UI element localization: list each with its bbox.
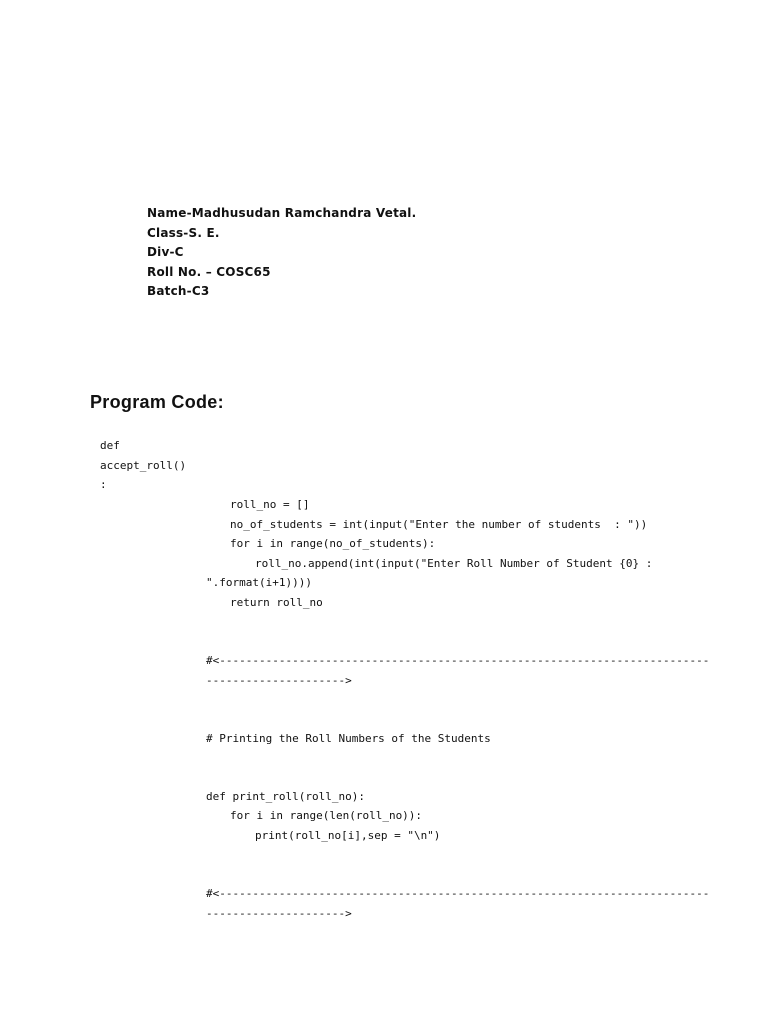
code-line: return roll_no	[230, 595, 323, 609]
student-batch: Batch-C3	[147, 284, 210, 298]
student-class: Class-S. E.	[147, 225, 220, 240]
student-roll-number: Roll No. – COSC65	[147, 264, 271, 279]
student-name: Name-Madhusudan Ramchandra Vetal.	[147, 206, 417, 220]
separator-comment: #<--------------------------------------------------------------------------	[206, 887, 710, 900]
section-title: Program Code:	[90, 392, 224, 412]
code-line: :	[100, 478, 107, 491]
code-line: no_of_students = int(input("Enter the number of students : "))	[230, 517, 648, 531]
code-line: roll_no = []	[230, 498, 310, 511]
code-line: for i in range(no_of_students):	[230, 537, 436, 550]
code-line: ".format(i+1))))	[206, 576, 312, 589]
code-comment: # Printing the Roll Numbers of the Students	[206, 731, 491, 745]
code-line: roll_no.append(int(input("Enter Roll Number of Student {0} :	[255, 556, 653, 570]
code-line: def	[100, 439, 120, 452]
separator-comment: --------------------->	[206, 673, 352, 687]
code-line: def print_roll(roll_no):	[206, 789, 365, 803]
separator-comment: --------------------->	[206, 906, 352, 920]
student-info	[147, 204, 416, 302]
code-line: print(roll_no[i],sep = "\n")	[255, 828, 441, 842]
code-line: accept_roll()	[100, 458, 187, 472]
student-division: Div-C	[147, 245, 184, 259]
code-line: for i in range(len(roll_no)):	[230, 809, 423, 822]
separator-comment: #<--------------------------------------------------------------------------	[206, 654, 710, 667]
